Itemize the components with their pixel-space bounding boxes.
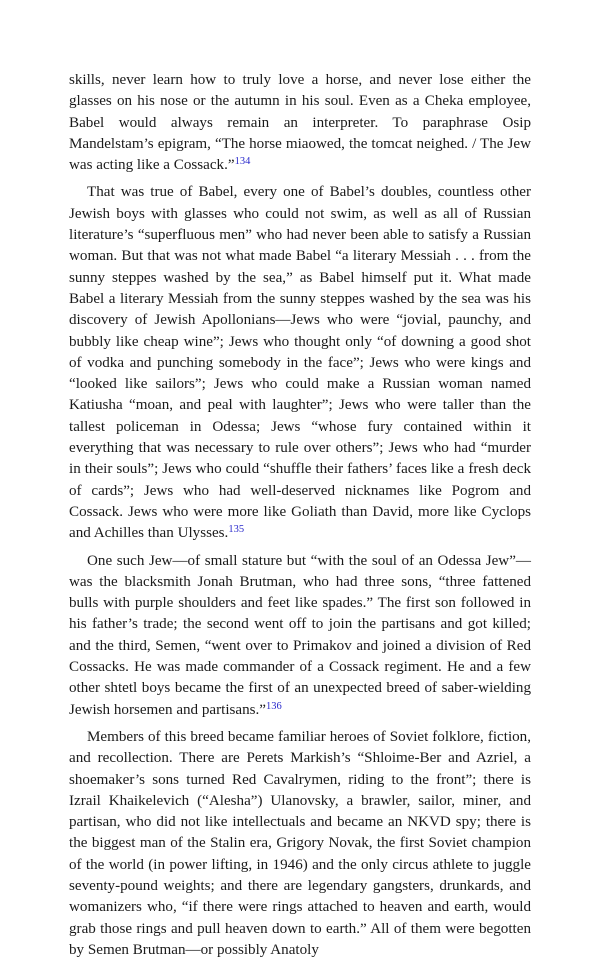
paragraph-3 bbox=[69, 551, 531, 721]
paragraph-text: Members of this breed became familiar heroes of Soviet folklore, fiction, and recollection. There are Perets Markish’s “Shloime-Ber and Azriel, a shoemaker’s sons turned Red Cavalrymen, riding to the front”; there is Izrail Khaikelevich (“Alesha”) Ulanovsky, a brawler, sailor, miner, and partisan, who did not like intellectuals and became an NKVD spy; there is the biggest man of the Stalin era, Grigory Novak, the first Soviet champion of the world (in power lifting, in 1946) and the only circus athlete to juggle seventy-pound weights; and there are legendary gangsters, drunkards, and womanizers who, “if there were rings attached to heaven and earth, would grab those rings and pull heaven down to earth.” All of them were begotten by Semen Brutman—or possibly Anatoly bbox=[69, 728, 531, 958]
book-page bbox=[69, 70, 531, 967]
paragraph-text: skills, never learn how to truly love a horse, and never lose either the glasses on his nose or the autumn in his soul. Even as a Cheka employee, Babel would always remain an interpreter. To paraphrase Osip Mandelstam’s epigram, “The horse miaowed, the tomcat neighed. / The Jew was acting like a Cossack.” bbox=[69, 72, 531, 174]
footnote-ref-136[interactable]: 136 bbox=[266, 700, 282, 712]
footnote-ref-134[interactable]: 134 bbox=[234, 156, 251, 168]
paragraph-text: One such Jew—of small stature but “with the soul of an Odessa Jew”—was the blacksmith Jonah Brutman, who had three sons, “three fattened bulls with purple shoulders and feet like spades.” The first son followed in his father’s trade; the second went off to join the partisans and got killed; and the third, Semen, “went over to Primakov and joined a division of Red Cossacks. He was made commander of a Cossack regiment. He and a few other shtetl boys became the first of an unexpected breed of saber-wielding Jewish horsemen and partisans.” bbox=[69, 552, 531, 718]
footnote-ref-135[interactable]: 135 bbox=[228, 524, 245, 536]
paragraph-2 bbox=[69, 182, 531, 544]
paragraph-4 bbox=[69, 727, 531, 961]
paragraph-1 bbox=[69, 70, 531, 176]
paragraph-text: That was true of Babel, every one of Babel’s doubles, countless other Jewish boys with glasses who could not swim, as well as all of Russian literature’s “superfluous men” who had never been able to satisfy a Russian woman. But that was not what made Babel “a literary Messiah . . . from the sunny steppes washed by the sea,” as Babel himself put it. What made Babel a literary Messiah from the sunny steppes washed by the sea was his discovery of Jewish Apollonians—Jews who were “jovial, paunchy, and bubbly like cheap wine”; Jews who thought only “of downing a good shot of vodka and punching somebody in the face”; Jews who were kings and “looked like sailors”; Jews who could make a Russian woman named Katiusha “moan, and peal with laughter”; Jews who were taller than the tallest policeman in Odessa; Jews “whose fury contained within it everything that was necessary to rule over others”; Jews who had “murder in their souls”; Jews who could “shuffle their fathers’ faces like a fresh deck of cards”; Jews who had well-deserved nicknames like Pogrom and Cossack. Jews who were more like Goliath than David, more like Cyclops and Achilles than Ulysses. bbox=[69, 184, 531, 542]
